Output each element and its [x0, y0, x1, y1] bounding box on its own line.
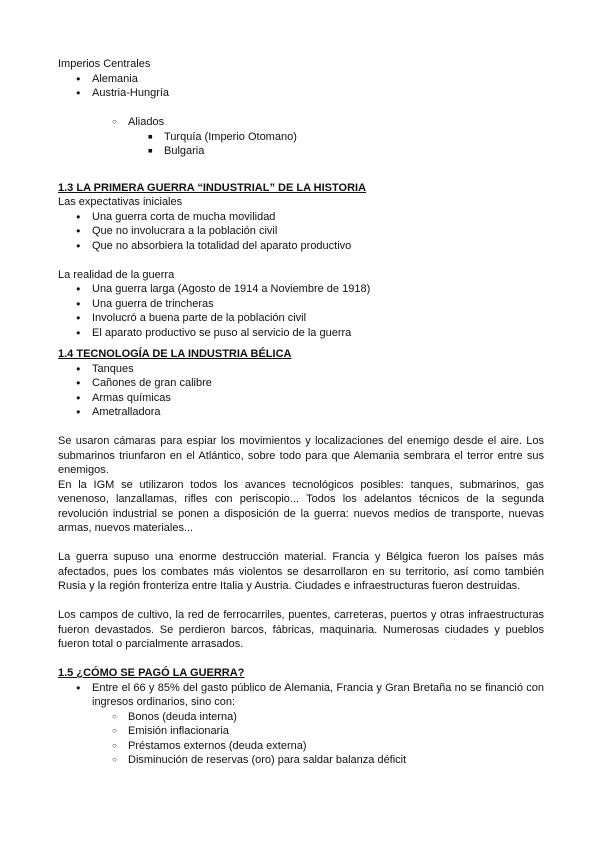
- subheading: La realidad de la guerra: [58, 268, 175, 281]
- list-item: ● Cañones de gran calibre: [92, 376, 544, 391]
- list-item: ○ Emisión inflacionaria: [128, 724, 544, 739]
- spacer: [58, 594, 544, 609]
- bullet-list: [58, 282, 544, 340]
- section-heading: 1.3 LA PRIMERA GUERRA “INDUSTRIAL” DE LA HISTORIA: [58, 181, 367, 194]
- spacer: [58, 159, 544, 181]
- bullet-list: [58, 72, 544, 101]
- list-item: ○ Bonos (deuda interna): [128, 710, 544, 725]
- sub-list: [58, 115, 544, 130]
- list-item: ● Ametralladora: [92, 405, 544, 420]
- list-item: ■ Turquía (Imperio Otomano): [164, 130, 544, 145]
- spacer: [58, 420, 544, 435]
- list-item: ● Que no absorbiera la totalidad del aparato productivo: [92, 239, 544, 254]
- list-item: ● Que no involucrara a la población civil: [92, 224, 544, 239]
- list-item: ○ Disminución de reservas (oro) para saldar balanza déficit: [128, 753, 544, 768]
- list-item: ● Armas químicas: [92, 391, 544, 406]
- document-page: [58, 57, 544, 768]
- paragraph: En la IGM se utilizaron todos los avances tecnológicos posibles: tanques, submarinos, gas venenoso, lanzallamas, rifles con periscopio... Todos los adelantos técnicos de la segunda revolución industrial se ponen a disposición de la guerra: nuevos medios de transporte, nuevas armas, nuevos materiales...: [58, 478, 544, 534]
- spacer: [58, 536, 544, 551]
- list-item: ● Austria-Hungría: [92, 86, 544, 101]
- list-item: ○ Préstamos externos (deuda externa): [128, 739, 544, 754]
- list-item: ● El aparato productivo se puso al servicio de la guerra: [92, 326, 544, 341]
- sub-list: [58, 710, 544, 768]
- paragraph: Se usaron cámaras para espiar los movimientos y localizaciones del enemigo desde el aire. Los submarinos triunfaron en el Atlántico, sobre todo para que Alemania sembrara el terror entre sus enemigos.: [58, 435, 544, 476]
- list-item: ■ Bulgaria: [164, 144, 544, 159]
- list-item: ● Entre el 66 y 85% del gasto público de Alemania, Francia y Gran Bretaña no se financió con ingresos ordinarios, sino con:: [92, 681, 544, 710]
- list-item: ● Alemania: [92, 72, 544, 87]
- paragraph: La guerra supuso una enorme destrucción material. Francia y Bélgica fueron los países más afectados, pues los combates más violentos se desarrollaron en su territorio, así como también Rusia y la región fronteriza entre Italia y Austria. Ciudades e infraestructuras fueron destruidas.: [58, 551, 544, 592]
- list-item: ● Una guerra de trincheras: [92, 297, 544, 312]
- section-heading: 1.5 ¿CÓMO SE PAGÓ LA GUERRA?: [58, 667, 245, 679]
- spacer: [58, 340, 544, 347]
- bullet-list: [58, 362, 544, 420]
- list-item: ● Tanques: [92, 362, 544, 377]
- paragraph: Los campos de cultivo, la red de ferrocarriles, puentes, carreteras, puertos y otras infraestructuras fueron devastados. Se perdieron barcos, fábricas, maquinaria. Numerosas ciudades y pueblos fueron total o parcialmente arrasados.: [58, 609, 544, 650]
- section-title: Imperios Centrales: [58, 58, 151, 70]
- section-heading: 1.4 TECNOLOGÍA DE LA INDUSTRIA BÉLICA: [58, 348, 292, 360]
- bullet-list: [58, 681, 544, 710]
- spacer: [58, 652, 544, 667]
- subheading: Las expectativas iniciales: [58, 196, 183, 208]
- bullet-list: [58, 210, 544, 254]
- sub-sub-list: [58, 130, 544, 159]
- list-item: ● Una guerra corta de mucha movilidad: [92, 210, 544, 225]
- list-item: ● Una guerra larga (Agosto de 1914 a Noviembre de 1918): [92, 282, 544, 297]
- list-item: ○ Aliados: [128, 115, 544, 130]
- spacer: [58, 253, 544, 268]
- list-item: ● Involucró a buena parte de la población civil: [92, 311, 544, 326]
- spacer: [58, 101, 544, 116]
